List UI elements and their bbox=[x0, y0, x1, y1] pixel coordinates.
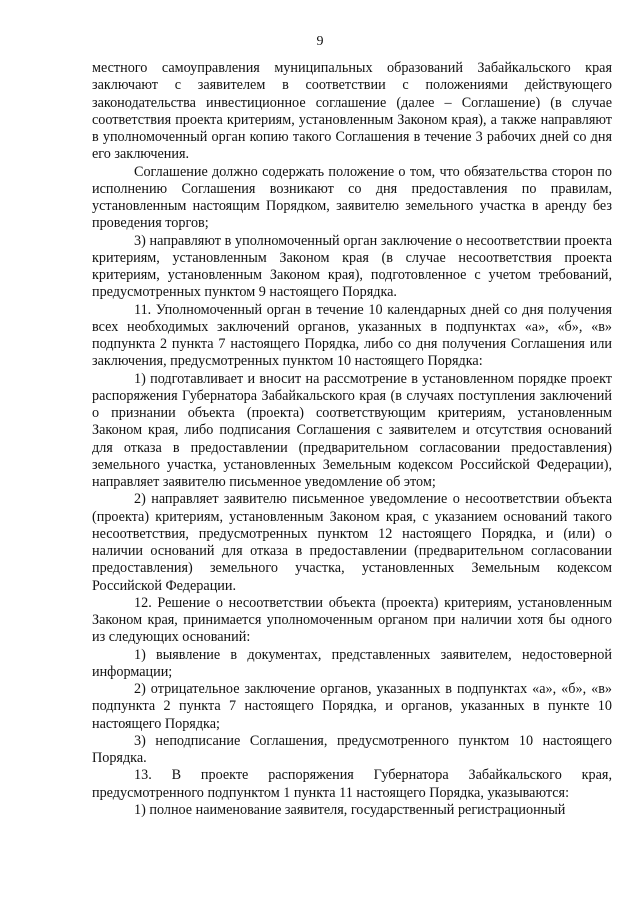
paragraph-10: 3) неподписание Соглашения, предусмотренного пунктом 10 настоящего Порядка. bbox=[92, 732, 612, 766]
paragraph-4: 11. Уполномоченный орган в течение 10 календарных дней со дня получения всех необходимых заключений органов, указанных в подпунктах «а», «б», «в» подпункта 2 пункта 7 настоящего Порядка, либо со дня получения Соглашения или заключения, предусмотренных пунктом 10 настоящего Порядка: bbox=[92, 301, 612, 370]
paragraph-8: 1) выявление в документах, представленных заявителем, недостоверной информации; bbox=[92, 646, 612, 680]
paragraph-11: 13. В проекте распоряжения Губернатора Забайкальского края, предусмотренного подпунктом 1 пункта 11 настоящего Порядка, указываются: bbox=[92, 767, 612, 801]
paragraph-3: 3) направляют в уполномоченный орган заключение о несоответствии проекта критериям, установленным Законом края (в случае несоответствия проекта критериям, установленным Законом края), подготовленное с учетом требований, предусмотренных пунктом 9 настоящего Порядка. bbox=[92, 232, 612, 301]
paragraph-7: 12. Решение о несоответствии объекта (проекта) критериям, установленным Законом края, принимается уполномоченным органом при наличии хотя бы одного из следующих оснований: bbox=[92, 594, 612, 646]
paragraph-1: местного самоуправления муниципальных образований Забайкальского края заключают с заявителем в соответствии с положениями действующего законодательства инвестиционное соглашение (далее – Соглашение) (в случае соответствия проекта критериям, установленным Законом края), а также направляют в уполномоченный орган копию такого Соглашения в течение 3 рабочих дней со дня его заключения. bbox=[92, 60, 612, 163]
paragraph-6: 2) направляет заявителю письменное уведомление о несоответствии объекта (проекта) критериям, установленным Законом края, с указанием оснований такого несоответствия, предусмотренных пунктом 12 настоящего Порядка, и (или) о наличии оснований для отказа в предоставлении (предварительном согласовании предоставления) земельного участка, установленных Земельным кодексом Российской Федерации. bbox=[92, 491, 612, 594]
document-body bbox=[92, 60, 612, 819]
page-number: 9 bbox=[316, 34, 324, 49]
paragraph-5: 1) подготавливает и вносит на рассмотрение в установленном порядке проект распоряжения Губернатора Забайкальского края (в случаях поступления заключений о признании объекта (проекта) соответствующим критериям, установленным Законом края, либо подписания Соглашения с заявителем и отсутствия оснований для отказа в предоставлении (предварительном согласовании предоставления) земельного участка, установленных Земельным кодексом Российской Федерации), направляет заявителю письменное уведомление об этом; bbox=[92, 370, 612, 490]
paragraph-12: 1) полное наименование заявителя, государственный регистрационный bbox=[134, 801, 566, 818]
paragraph-9: 2) отрицательное заключение органов, указанных в подпунктах «а», «б», «в» подпункта 2 пункта 7 настоящего Порядка, и органов, указанных в пункте 10 настоящего Порядка; bbox=[92, 681, 612, 732]
paragraph-2: Соглашение должно содержать положение о том, что обязательства сторон по исполнению Соглашения возникают со дня предоставления по правилам, установленным настоящим Порядком, заявителю земельного участка в аренду без проведения торгов; bbox=[92, 163, 612, 232]
